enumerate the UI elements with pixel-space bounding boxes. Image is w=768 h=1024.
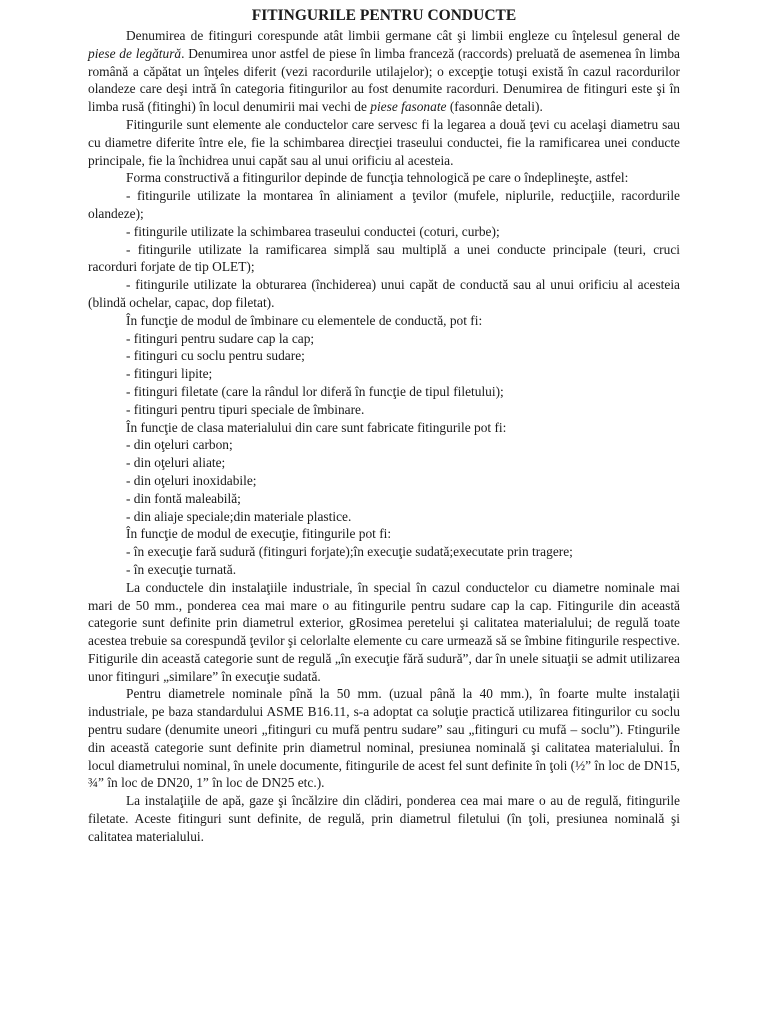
list-item: - din oţeluri inoxidabile; (126, 472, 257, 488)
intro-text-2: . Denumirea unor astfel de piese în limba franceză (raccords) preluată de asemenea în limba română a căpătat un înţeles diferit (vezi racordurile utilajelor); o excepţie totuşi există în cazul racordurilor olandeze care deşi intră în categoria fitingurilor au fost denumite racorduri. Denumirea de fitinguri este şi în limba rusă (fitinghi) în locul denumirii mai vechi de (88, 45, 680, 115)
list-item: - fitingurile utilizate la ramificarea simplă sau multiplă a unei conducte principale (teuri, cruci racorduri forjate de tip OLET); (88, 241, 680, 275)
intro-paragraph (88, 27, 680, 116)
list-item: - fitingurile utilizate la obturarea (închiderea) unui capăt de conductă sau al unui orificiu al acesteia (blindă ochelar, capac, dop filetat). (88, 277, 680, 310)
list-item: - fitingurile utilizate la montarea în aliniament a ţevilor (mufele, niplurile, reducţiile, racordurile olandeze); (88, 188, 680, 221)
joining-intro: În funcţie de modul de îmbinare cu elementele de conductă, pot fi: (126, 312, 483, 328)
intro-text-1: Denumirea de fitinguri corespunde atât limbii germane cât şi limbii engleze cu înţelesul general de (126, 28, 680, 43)
list-item: - în execuţie turnată. (126, 561, 237, 577)
material-intro: În funcţie de clasa materialului din care sunt fabricate fitingurile pot fi: (126, 419, 507, 435)
term-piese-fasonate: piese fasonate (370, 99, 447, 115)
execution-intro: În funcţie de modul de execuţie, fitingurile pot fi: (126, 526, 392, 542)
document-title: FITINGURILE PENTRU CONDUCTE (251, 7, 517, 24)
industrial-paragraph: La conductele din instalaţiile industriale, în special în cazul conductelor cu diametre nominale mai mari de 50 mm., ponderea cea mai mare o au fitingurile pentru sudare cap la cap. Fitingurile din această categorie sunt definite prin diametrul exterior, gRosimea peretelui şi calitatea materialului; de regulă toate acestea trebuie sa corespundă ţevilor şi celorlalte elemente cu care urmează să se îmbine fitingurile respective. Fitigurile din această categorie sunt de regulă „în execuţie fără sudură”, dar în unele situaţii se admit utilizarea unor fitinguri „similare” în execuţie sudată. (88, 579, 680, 684)
function-intro: Forma constructivă a fitingurilor depinde de funcţia tehnologică pe care o îndeplineşte, astfel: (126, 170, 629, 186)
list-item: - din fontă maleabilă; (126, 490, 241, 506)
small-diameter-paragraph: Pentru diametrele nominale pînă la 50 mm. (uzual până la 40 mm.), în foarte multe instalaţii industriale, pe baza standardului ASME B16.11, s-a adoptat ca soluţie practică utilizarea fitingurilor cu soclu pentru sudare (denumite uneori „fitinguri cu mufă pentru sudare” sau „fitinguri cu mufă – soclu”). Ftingurile din această categorie sunt definite prin diametrul nominal, presiunea nominală şi calitatea materialului. În locul diametrului nominal, în unele documente, fitingurile de acest fel sunt definite în ţoli (½” în loc de DN15, ¾” în loc de DN20, 1” în loc de DN25 etc.). (88, 686, 681, 791)
list-item: - fitingurile utilizate la schimbarea traseului conductei (coturi, curbe); (126, 223, 500, 239)
list-item: - din aliaje speciale;din materiale plastice. (126, 508, 352, 524)
definition-paragraph: Fitingurile sunt elemente ale conductelor care servesc fi la legarea a două ţevi cu acelaşi diametru sau cu diametre diferite între ele, fie la schimbarea direcţiei traseului conductei, fie la ramificarea unei conducte principale, fie la închidrea unui capăt sau al unui orificiu al acesteia. (88, 116, 680, 168)
list-item: - fitinguri pentru tipuri speciale de îmbinare. (126, 401, 365, 417)
list-item: - din oţeluri carbon; (126, 437, 233, 453)
buildings-paragraph: La instalaţiile de apă, gaze şi încălzire din clădiri, ponderea cea mai mare o au de regulă, fitingurile filetate. Aceste fitinguri sunt definite, de regulă, prin diametrul filetului (în ţoli, presiunea nominală şi calitatea materialului. (88, 793, 680, 844)
list-item: - fitinguri pentru sudare cap la cap; (126, 330, 315, 346)
term-piese-de-legatura: piese de legătură (88, 45, 182, 61)
list-item: - în execuţie fară sudură (fitinguri forjate);în execuţie sudată;executate prin tragere; (126, 544, 573, 560)
list-item: - fitinguri cu soclu pentru sudare; (126, 348, 305, 364)
list-item: - fitinguri filetate (care la rândul lor diferă în funcţie de tipul filetului); (126, 383, 504, 399)
list-item: - din oţeluri aliate; (126, 455, 226, 471)
list-item: - fitinguri lipite; (126, 366, 213, 382)
intro-text-3: (fasonnâe detali). (446, 99, 543, 115)
